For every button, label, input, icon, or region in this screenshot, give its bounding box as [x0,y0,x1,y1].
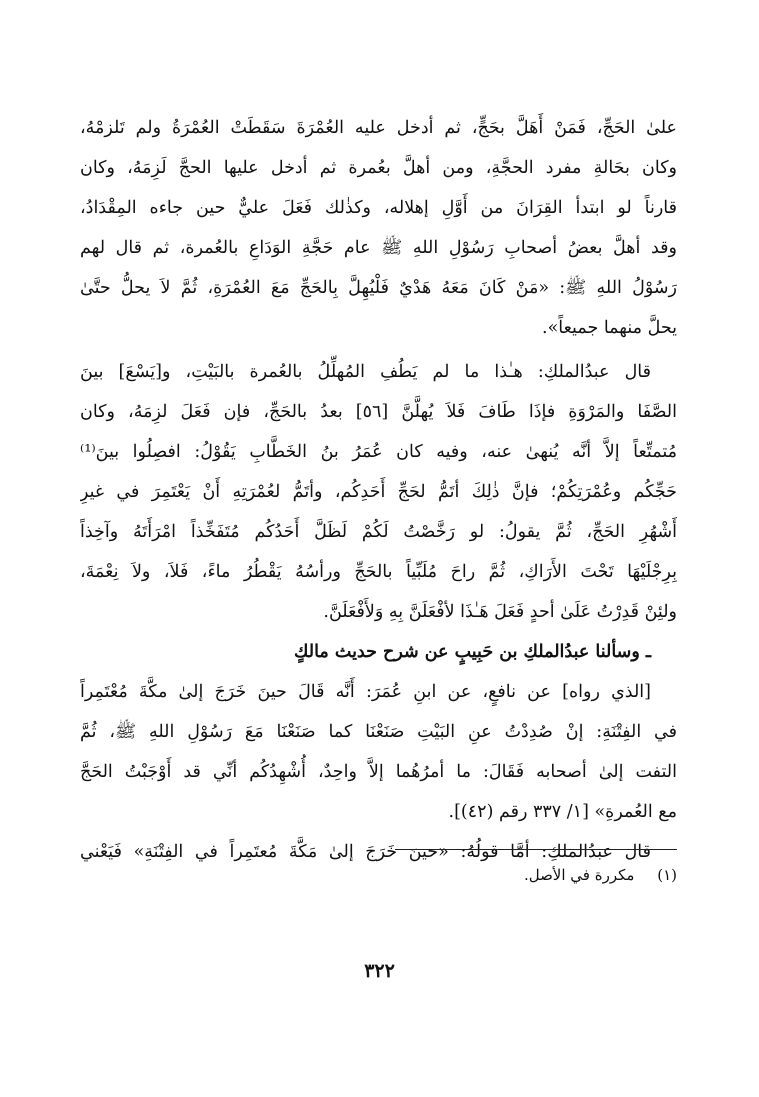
page-number: ٣٢٢ [364,960,395,982]
text-line-paragraph-start: قال عبدُالملكِ: هـٰذا ما لم يَطُفِ المُهلِّلُ بالعُمرة بالبَيْتِ، و[يَسْعَ] بينَ [80,362,651,382]
text-line: أَشْهُرِ الحَجِّ، ثُمَّ يقولُ: لو رَخَّصْتُ لَكُمْ لَظَلَّ أَحَدُكُم مُتَفَخِّذاً امْرَأَتَهُ وآخِذاً [80,522,677,542]
text-line: ولئِنْ قَدِرْتُ عَلَىٰ أحدٍ فَعَلَ هَـٰذَا لأفْعَلَنَّ بِهِ وَلأَفْعَلَنَّ. [323,602,677,622]
footnote-divider [395,849,677,850]
footnote-number: (١) [657,866,677,884]
text-line: علىٰ الحَجِّ، فَمَنْ أَهَلَّ بحَجٍّ، ثم أدخل عليه العُمْرَةَ سَقَطَتْ العُمْرَةُ ولم تَلزمْهُ، [80,118,677,138]
text-line: في الفِتْنَةِ: إنْ صُدِدْتُ عنِ البَيْتِ صَنَعْنَا كما صَنَعْنَا مَعَ رَسُوْلِ اللهِ ﷺ، ثُمَّ [80,722,677,742]
text-line: بِرِجْلَيْهَا تَحْتَ الأَرَاكِ، ثُمَّ راحَ مُلَبِّياً بالحَجِّ ورأسُهُ يَقْطُرُ ماءً، فَلاَ، ولاَ نِعْمَةَ، [80,562,677,582]
text-line-paragraph-start: [الذي رواه] عن نافعٍ، عن ابنِ عُمَرَ: أَنَّه قَالَ حينَ خَرَجَ إلىٰ مكَّةَ مُعْتَمِراً [80,682,651,702]
text-line: مُتمتِّعاً إلاَّ أنَّه يُنهىٰ عنه، وفيه كان عُمَرُ بنُ الخَطَّابِ يَقُوْلُ: افصِلُوا بينَ⁽¹⁾ [80,442,677,462]
text-line: مع العُمرةِ» [١/ ٣٣٧ رقم (٤٢)]. [448,802,677,822]
text-line: التفت إلىٰ أصحابه فَقَالَ: ما أمرُهُما إلاَّ واحِدٌ، أُشْهِدُكُم أنِّي قد أَوْجَبْتُ الحَجَّ [80,762,677,782]
text-line: وقد أهلَّ بعضُ أصحابِ رَسُوْلِ اللهِ ﷺ عام حَجَّةِ الوَدَاعِ بالعُمرة، ثم قال لهم [80,238,677,258]
text-line: الصَّفَا والمَرْوَةِ فإذَا طَافَ فَلاَ يُهلَّنَّ [٥٦] بعدُ بالحَجِّ، فإن فَعَلَ لزِمَهُ، وكان [80,402,677,422]
text-line: قارناً لو ابتدأ القِرَانَ من أَوَّلِ إهلاله، وكذٰلك فَعَلَ عليٌّ حين جاءه المِقْدَادُ، [80,198,677,218]
footnote-text: مكررة في الأصل. [523,866,635,884]
text-line: رَسُوْلُ اللهِ ﷺ: «مَنْ كَانَ مَعَهُ هَدْيٌ فَلْيُهِلَّ بِالحَجِّ مَعَ العُمْرَةِ، ثُمَّ لاَ يحلُّ حتَّىٰ [80,278,677,298]
text-line-paragraph-start: قال عبدُالملكِ: أمَّا قولُهُ: «حينَ خَرَجَ إلىٰ مَكَّةَ مُعتَمِراً في الفِتْنَةِ» فَيَعْني [80,842,651,862]
footnote [80,862,677,888]
text-line: حَجِّكُم وعُمْرَتِكُمْ؛ فإنَّ ذٰلِكَ أتَمُّ لحَجِّ أَحَدِكُم، وأتَمُّ لعُمْرَتِهِ أَنْ يَعْتَمِرَ في غيرِ [80,482,677,502]
main-text [80,108,677,872]
text-line: يحلَّ منهما جميعاً». [542,318,677,338]
text-line: وكان بحَالةِ مفرد الحجَّةِ، ومن أهلَّ بعُمرة ثم أدخل عليها الحجَّ لَزِمَهُ، وكان [80,158,677,178]
section-heading: ـ وسألنا عبدُالملكِ بن حَبِيبٍ عن شرح حديث مالكٍ [294,642,651,662]
